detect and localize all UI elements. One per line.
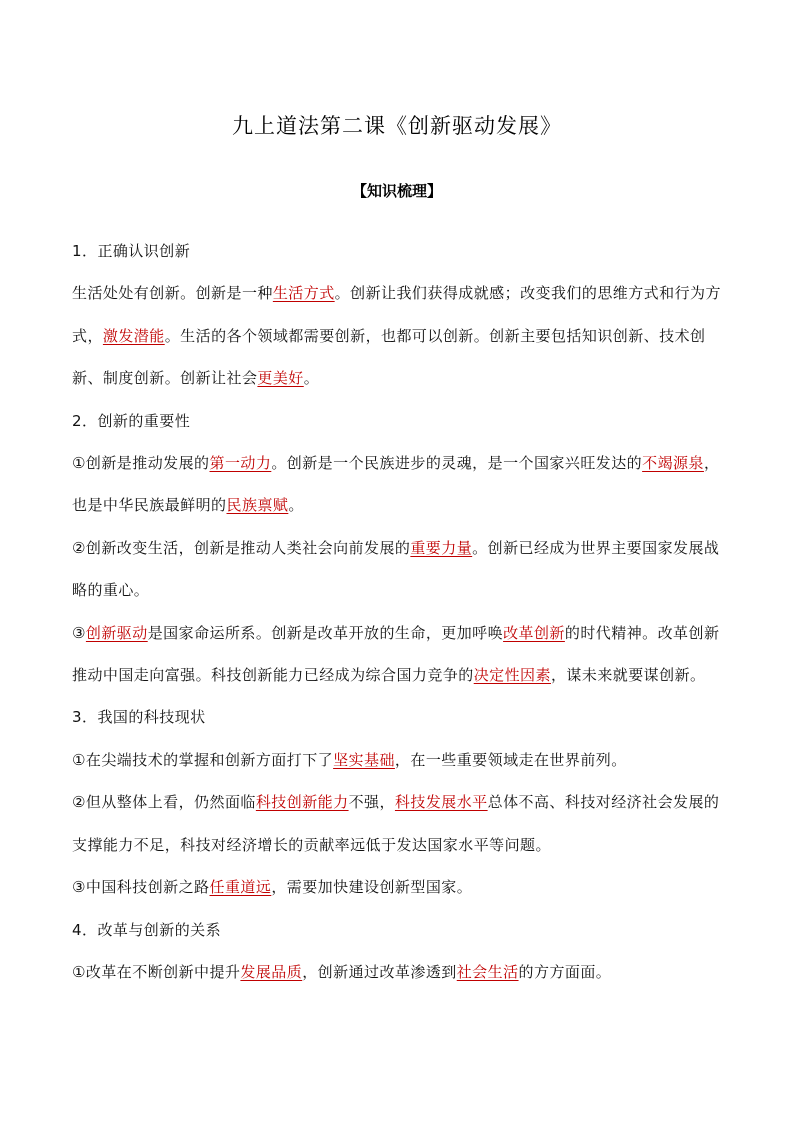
text-segment: 的时代精神。改革创新推动中国走向富强。科技创新能力已经成为综合国力竞争的 [72,623,720,685]
text-segment: 。生活的各个领域都需要创新，也都可以创新。创新主要包括知识创新、技术创新、制度创新。创新让社会 [72,326,706,388]
key-term: 重要力量 [410,538,473,557]
text-segment: ①在尖端技术的掌握和创新方面打下了 [72,750,334,769]
text-segment: 。创新是一个民族进步的灵魂，是一个国家兴旺发达的 [271,454,643,473]
key-term: 决定性因素 [473,666,551,685]
text-segment: 是国家命运所系。创新是改革开放的生命，更加呼唤 [147,623,504,642]
key-term: 民族禀赋 [226,496,289,515]
document-body [72,230,722,993]
section-3-point-3 [72,866,722,908]
text-segment: 。创新已经成为世界主要国家发展战略的重心。 [72,538,720,600]
section-subtitle: 【知识梳理】 [351,182,442,200]
section-3-point-2 [72,781,722,866]
key-term: 任重道远 [209,878,272,897]
text-segment: 。 [303,369,320,388]
text-segment: 生活处处有创新。创新是一种 [72,284,273,303]
section-4-point-1 [72,951,722,993]
text-segment: 1．正确认识创新 [72,242,191,260]
text-segment: ，创新通过改革渗透到 [302,962,457,981]
text-segment: 。 [288,496,304,515]
section-3-heading [72,696,722,738]
key-term: 社会生活 [456,962,519,981]
key-term: 不竭源泉 [642,454,704,473]
text-segment: 3．我国的科技现状 [72,708,206,727]
text-segment: 2．创新的重要性 [72,411,191,430]
text-segment: ②创新改变生活，创新是推动人类社会向前发展的 [72,538,411,557]
text-segment: ①创新是推动发展的 [72,454,210,473]
document-title: 九上道法第二课《创新驱动发展》 [232,114,562,138]
key-term: 坚实基础 [333,750,395,769]
section-3-point-1 [72,739,722,781]
key-term: 科技创新能力 [255,793,349,812]
key-term: 创新驱动 [85,623,148,642]
key-term: 第一动力 [209,454,272,473]
section-4-heading [72,909,722,951]
text-segment: 的方方面面。 [518,962,612,981]
section-2-point-1 [72,442,722,527]
key-term: 激发潜能 [102,326,165,345]
text-segment: 不强， [348,793,395,812]
text-segment: ①改革在不断创新中提升 [72,962,241,981]
text-segment: 总体不高、科技对经济社会发展的支撑能力不足，科技对经济增长的贡献率远低于发达国家水平等问题。 [72,793,720,854]
section-2-point-3 [72,612,722,697]
section-2-heading [72,400,722,442]
text-segment: ，也是中华民族最鲜明的 [72,454,720,515]
text-segment: ②但从整体上看，仍然面临 [72,793,256,812]
text-segment: 4．改革与创新的关系 [72,920,222,939]
text-segment: ③中国科技创新之路 [72,878,210,897]
section-1-heading [72,230,722,272]
key-term: 生活方式 [272,284,335,303]
text-segment: 。创新让我们获得成就感；改变我们的思维方式和行为方式， [72,284,721,345]
section-1-text [72,272,722,399]
text-segment: ，在一些重要领域走在世界前列。 [394,750,627,769]
key-term: 科技发展水平 [394,793,488,812]
text-segment: ③ [72,623,86,642]
key-term: 更美好 [257,369,304,388]
section-2-point-2 [72,527,722,612]
key-term: 改革创新 [503,623,565,642]
text-segment: ，需要加快建设创新型国家。 [271,878,473,897]
key-term: 发展品质 [240,962,303,981]
text-segment: ，谋未来就要谋创新。 [550,666,706,685]
